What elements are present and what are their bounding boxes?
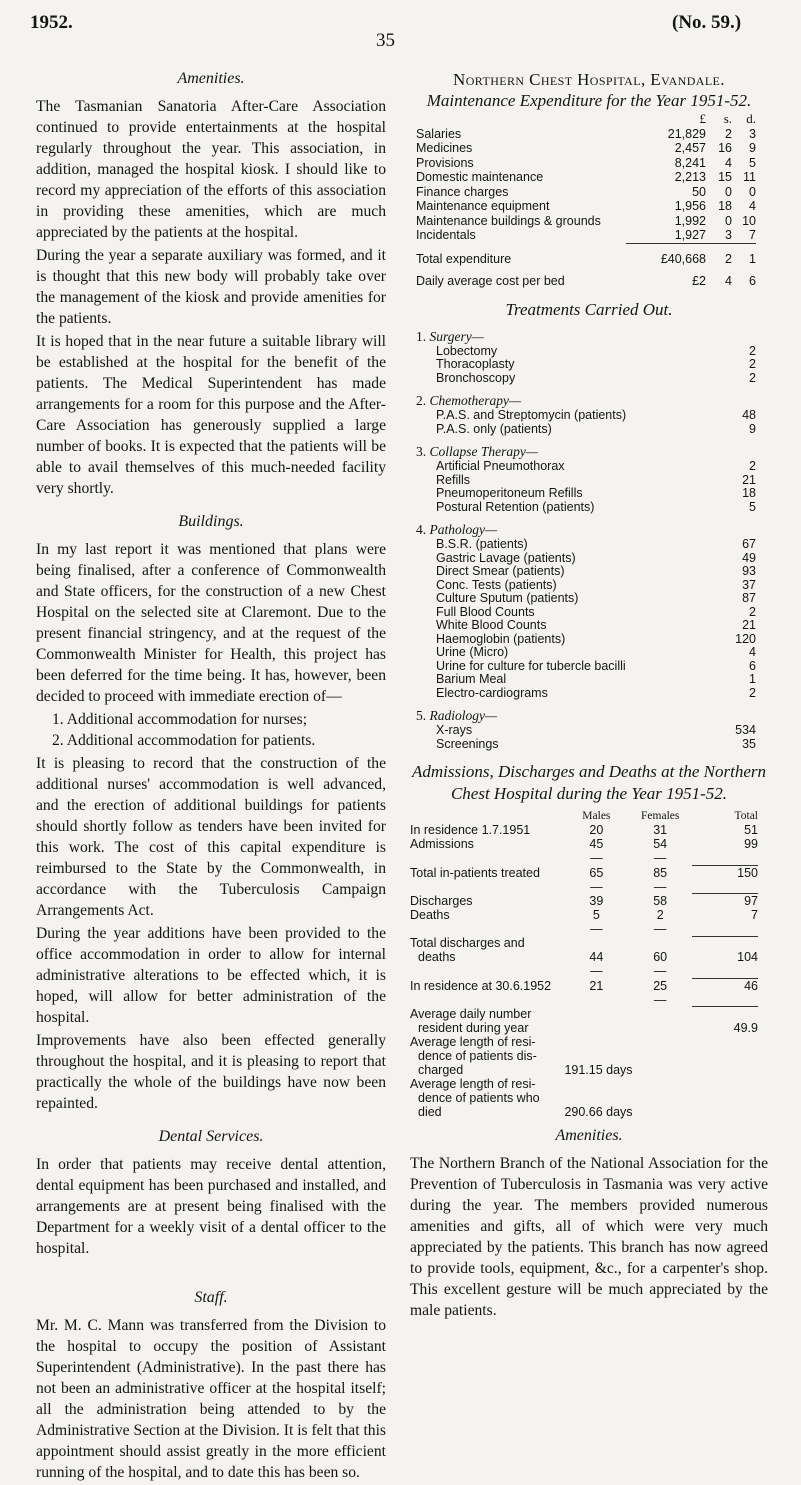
row-label: Admissions [410,837,474,851]
treatment-value: 2 [749,459,756,473]
table-row [410,1063,758,1077]
dental-heading: Dental Services. [158,1128,264,1145]
row-label: dence of patients dis- [418,1048,537,1063]
expense-label: Salaries [416,126,462,141]
treatment-row [416,474,756,488]
cell-females: 58 [653,894,668,908]
treatment-category [416,522,756,538]
treatment-label: Conc. Tests (patients) [436,577,557,592]
treatment-label: Pneumoperitoneum Refills [436,486,583,500]
expense-shillings: 3 [725,228,732,242]
cell-total: 150 [737,865,758,880]
table-row [410,1021,758,1035]
buildings-paragraph: Improvements have also been effected generally throughout the hospital, and it is pleasing to report that practically the whole of the buildings have now been repainted. [36,1032,386,1112]
left-column [36,70,386,1485]
row-label: deaths [418,950,456,964]
treatment-value: 87 [742,591,756,605]
treatment-label: Direct Smear (patients) [436,564,565,578]
amenities2-heading: Amenities. [555,1126,623,1144]
treatment-value: 1 [749,672,756,686]
treatment-row [416,579,756,593]
table-row [416,185,756,200]
year-header: 1952. [30,12,73,33]
expense-label: Incidentals [416,228,476,243]
cell-males: 44 [589,950,604,964]
expense-shillings: 2 [725,126,732,141]
col-females: Females [641,810,680,822]
treatment-value: 534 [735,723,756,737]
buildings-paragraph: It is pleasing to record that the construction of the additional nurses' accommodation is well advanced, and the erection of additional buildings for patients should shortly follow as tenders have been invited for this work. The cost of this capital expenditure is reimbursed to the State by the Commonwealth, in accordance with the Tuberculosis Campaign Arrangements Act. [36,755,386,919]
cell-females: 31 [653,823,668,837]
expense-pounds: 1,927 [674,228,706,242]
table-row [416,274,756,289]
cell-total: 104 [737,950,758,964]
treatment-row [416,738,756,752]
expense-shillings: 4 [725,155,732,170]
category-name: Collapse Therapy— [429,444,538,459]
category-name: Radiology— [429,708,497,723]
dental-paragraph: In order that patients may receive dental attention, dental equipment has been purchased and installed, and arrangements are at present being finalised with the Department for a weekly visit of a dental officer to the hospital. [36,1156,386,1257]
buildings-heading: Buildings. [178,513,244,530]
treatment-label: Culture Sputum (patients) [436,591,579,605]
row-label: Average daily number [410,1006,532,1021]
treatment-label: Thoracoplasty [436,357,515,371]
treatment-label: P.A.S. only (patients) [436,421,552,436]
expense-label: Finance charges [416,184,509,199]
total-pence: 1 [749,251,756,266]
cell-females: 2 [656,908,664,922]
admissions-title: Admissions, Discharges and Deaths at the Northern Chest Hospital during the Year 1951-52. [411,762,766,803]
treatment-label: Gastric Lavage (patients) [436,550,576,565]
table-row [410,865,758,880]
treatment-value: 18 [742,486,756,500]
table-row [410,823,758,837]
expense-shillings: 0 [725,213,732,228]
daily-pence: 6 [749,274,756,288]
staff-heading: Staff. [194,1289,228,1306]
col-total: Total [734,810,758,822]
expense-pence: 0 [749,184,756,199]
treatment-label: Artificial Pneumothorax [436,459,565,473]
amenities-paragraph: The Tasmanian Sanatoria After-Care Association continued to provide entertainments at the hospital regularly throughout the year. This association, in addition, managed the hospital kiosk. I should like to record my appreciation of the efforts of this association in providing these amenities, which are much appreciated by the patients at the hospital. [36,98,386,241]
expense-pounds: 2,213 [674,170,706,184]
table-row [410,950,758,964]
treatment-label: Refills [436,472,471,487]
expense-pounds: 1,992 [674,213,706,228]
page-number: 35 [376,30,395,51]
treatment-label: B.S.R. (patients) [436,537,528,551]
row-label: resident during year [418,1020,529,1035]
treatment-category [416,329,756,345]
cell-females: 25 [653,978,668,993]
expense-pence: 11 [743,170,756,184]
treatment-row [416,487,756,501]
treatment-label: Barium Meal [436,672,507,686]
treatment-value: 49 [742,550,756,565]
table-row [410,894,758,909]
expense-pence: 7 [749,228,756,242]
treatment-value: 2 [749,604,756,619]
table-row [416,141,756,156]
table-row [410,1091,758,1105]
treatment-label: Full Blood Counts [436,604,535,619]
treatment-row [416,538,756,552]
table-row [416,252,756,267]
unit-shillings: s. [723,111,732,126]
admissions-table: Males Females Total In residence 1.7.1951 20 31 51 Admissions 45 54 99 — — Total in-patients treated 65 85 150 — — Discharges 39 58 97 Deaths 5 2 7 — — Total discharges and deaths 44 60 104 — — In residence at 30.6.1952 21 25 46 — Average daily number resident during year 49.9 Average length of resi- dence of patients dis- charged 191.15 days Average length of resi- dence of patients who died 290.66 days [410,810,758,1119]
expenditure-title: Maintenance Expenditure for the Year 1951-52. [426,91,752,110]
table-row [416,127,756,142]
treatment-row [416,660,756,674]
paper-number: (No. 59.) [672,12,742,33]
amenities-paragraph: It is hoped that in the near future a suitable library will be established at the hospital for the benefit of the patients. The Medical Superintendent has made arrangements for a room for this purpose and the After-Care Association has generously supplied a large number of books. It is expected that the patients will be able to avail themselves of this much-needed facility very shortly. [36,333,386,497]
expense-pounds: 2,457 [674,141,706,155]
treatment-label: Electro-cardiograms [436,685,548,700]
daily-shillings: 4 [725,274,732,288]
treatment-value: 120 [735,631,756,646]
category-number: 2. [416,393,427,408]
treatment-category [416,444,756,460]
expense-pence: 3 [749,126,756,141]
treatment-label: X-rays [436,723,473,737]
cell-females: 54 [653,837,668,851]
expense-pounds: 50 [692,184,706,199]
cell-females: 85 [653,865,668,880]
treatment-row [416,460,756,474]
category-number: 1. [416,328,427,344]
treatment-label: Lobectomy [436,343,498,358]
treatment-label: Bronchoscopy [436,370,516,385]
table-row [410,1105,758,1119]
treatment-row [416,423,756,437]
treatment-label: Haemoglobin (patients) [436,631,566,646]
list-item: 2. Additional accommodation for patients. [52,732,316,749]
expense-label: Domestic maintenance [416,170,544,184]
cell-males: 39 [589,894,604,908]
buildings-paragraph: In my last report it was mentioned that plans were being finalised, after a conference of Commonwealth and State officers, for the construction of a new Chest Hospital on the selected site at Claremont. Due to the present financial stringency, and at the request of the Commonwealth Minister for Health, this project has been deferred for the time being. It has, however, been decided to proceed with immediate erection of— [36,541,386,705]
treatment-value: 2 [749,685,756,700]
expense-pence: 5 [749,155,756,170]
category-number: 4. [416,522,427,537]
row-label: In residence at 30.6.1952 [410,978,552,993]
treatment-row [416,646,756,660]
buildings-list [36,709,386,751]
row-label: Average length of resi- [410,1076,536,1091]
treatment-value: 2 [749,357,756,371]
row-label: dence of patients who [418,1090,540,1105]
right-column [410,70,768,1323]
treatment-value: 21 [742,472,756,487]
table-row [416,199,756,214]
expense-pounds: 1,956 [674,199,706,213]
treatment-label: White Blood Counts [436,618,547,632]
treatment-value: 93 [742,564,756,578]
table-row [410,1035,758,1049]
row-label: died [418,1104,442,1119]
treatment-value: 21 [742,618,756,632]
unit-pence: d. [746,111,756,126]
row-label: Total discharges and [410,936,525,950]
table-row [410,1007,758,1021]
expense-label: Maintenance buildings & grounds [416,213,601,228]
treatment-value: 4 [749,645,756,659]
treatment-label: Postural Retention (patients) [436,499,595,514]
treatment-row [416,673,756,687]
expense-pence: 4 [749,199,756,213]
treatment-category [416,393,756,409]
amenities-heading: Amenities. [177,70,245,87]
table-row [416,228,756,243]
treatment-value: 6 [749,658,756,673]
expense-pounds: 8,241 [674,155,706,170]
treatment-value: 35 [742,736,756,751]
table-row [410,1077,758,1091]
cell-total: 97 [744,894,758,908]
treatment-value: 48 [742,408,756,422]
treatment-value: 2 [749,370,756,385]
staff-paragraph: Mr. M. C. Mann was transferred from the Division to the hospital to occupy the position of Assistant Superintendent (Administrative). In the past there has not been an administrative officer at the hospital itself; all the administration being attended to by the Administrative Section at the Division. It is felt that this appointment should assist greatly in the more efficient running of the hospital, and to date this has been so. [36,1317,386,1481]
col-males: Males [582,810,611,822]
expense-shillings: 16 [718,141,732,155]
cell-total: 46 [744,978,758,993]
expense-pounds: 21,829 [667,126,706,141]
cell-total: 51 [744,823,758,837]
treatment-row [416,501,756,515]
cell-males: 20 [589,823,604,837]
cell-males: 21 [589,978,604,993]
amenities2-paragraph: The Northern Branch of the National Association for the Prevention of Tuberculosis in Tasmania was very active during the year. The members provided numerous amenities and gifts, all of which were very much appreciated by the patients. This branch has now agreed to provide tools, equipment, &c., for a carpenter's shop. This excellent gesture will be much appreciated by the male patients. [410,1154,768,1319]
treatment-value: 5 [749,499,756,514]
category-name: Chemotherapy— [429,393,521,408]
category-number: 5. [416,708,427,723]
row-label: charged [418,1062,464,1077]
row-label: Average length of resi- [410,1034,536,1049]
treatment-value: 67 [742,537,756,551]
cell-value: 290.66 days [564,1104,633,1119]
treatment-row [416,619,756,633]
treatment-label: P.A.S. and Streptomycin (patients) [436,408,627,422]
table-row [416,156,756,171]
table-row [410,908,758,922]
treatment-row [416,358,756,372]
cell-total: 99 [744,837,758,851]
expense-pence: 10 [742,213,756,228]
row-label: Total in-patients treated [410,865,540,880]
table-row [416,170,756,185]
treatment-row [416,409,756,423]
expenditure-table [416,112,756,289]
category-name: Pathology— [429,522,497,537]
expense-shillings: 0 [725,184,732,199]
treatment-label: Urine for culture for tubercle bacilli [436,658,626,673]
treatment-row [416,552,756,566]
hospital-title: Northern Chest Hospital, Evandale. [453,70,725,89]
daily-label: Daily average cost per bed [416,274,565,288]
row-label: Discharges [410,894,473,908]
category-number: 3. [416,444,427,459]
treatment-row [416,687,756,701]
category-name: Surgery— [429,328,484,344]
row-label: Deaths [410,908,450,922]
cell-total: 7 [751,908,758,922]
total-pounds: £40,668 [660,251,706,266]
daily-pounds: £2 [692,274,706,288]
cell-total: 49.9 [733,1020,758,1035]
cell-males: 45 [589,837,604,851]
treatments-list [416,329,756,752]
treatment-row [416,724,756,738]
unit-pounds: £ [699,111,706,126]
table-row [410,978,758,993]
expense-label: Medicines [416,141,473,155]
list-item: 1. Additional accommodation for nurses; [52,711,308,728]
buildings-paragraph: During the year additions have been provided to the office accommodation in order to allow for internal administrative alterations to be effected which, it is hoped, will allow for better administration of the hospital. [36,925,386,1026]
treatment-row [416,565,756,579]
expense-pence: 9 [749,141,756,155]
expense-shillings: 15 [718,170,732,184]
treatment-value: 37 [742,577,756,592]
expense-shillings: 18 [718,199,732,213]
table-row [416,214,756,229]
treatment-row [416,372,756,386]
table-row [410,1049,758,1063]
treatment-row [416,592,756,606]
treatment-label: Screenings [436,736,499,751]
treatment-label: Urine (Micro) [436,645,509,659]
expense-label: Provisions [416,155,474,170]
total-label: Total expenditure [416,251,512,266]
treatment-category [416,708,756,724]
treatment-value: 9 [749,421,756,436]
expense-label: Maintenance equipment [416,199,550,213]
treatment-row [416,606,756,620]
treatment-row [416,345,756,359]
treatment-value: 2 [749,343,756,358]
table-row [410,837,758,851]
amenities-paragraph: During the year a separate auxiliary was formed, and it is thought that this new body will probably take over the management of the kiosk and provide amenities for the patients. [36,247,386,327]
treatments-title: Treatments Carried Out. [505,299,673,319]
table-row [410,936,758,950]
cell-males: 5 [592,908,600,922]
total-shillings: 2 [725,251,732,266]
cell-males: 65 [589,865,604,880]
treatment-row [416,633,756,647]
cell-value: 191.15 days [564,1062,633,1077]
row-label: In residence 1.7.1951 [410,823,531,837]
cell-females: 60 [653,950,668,964]
